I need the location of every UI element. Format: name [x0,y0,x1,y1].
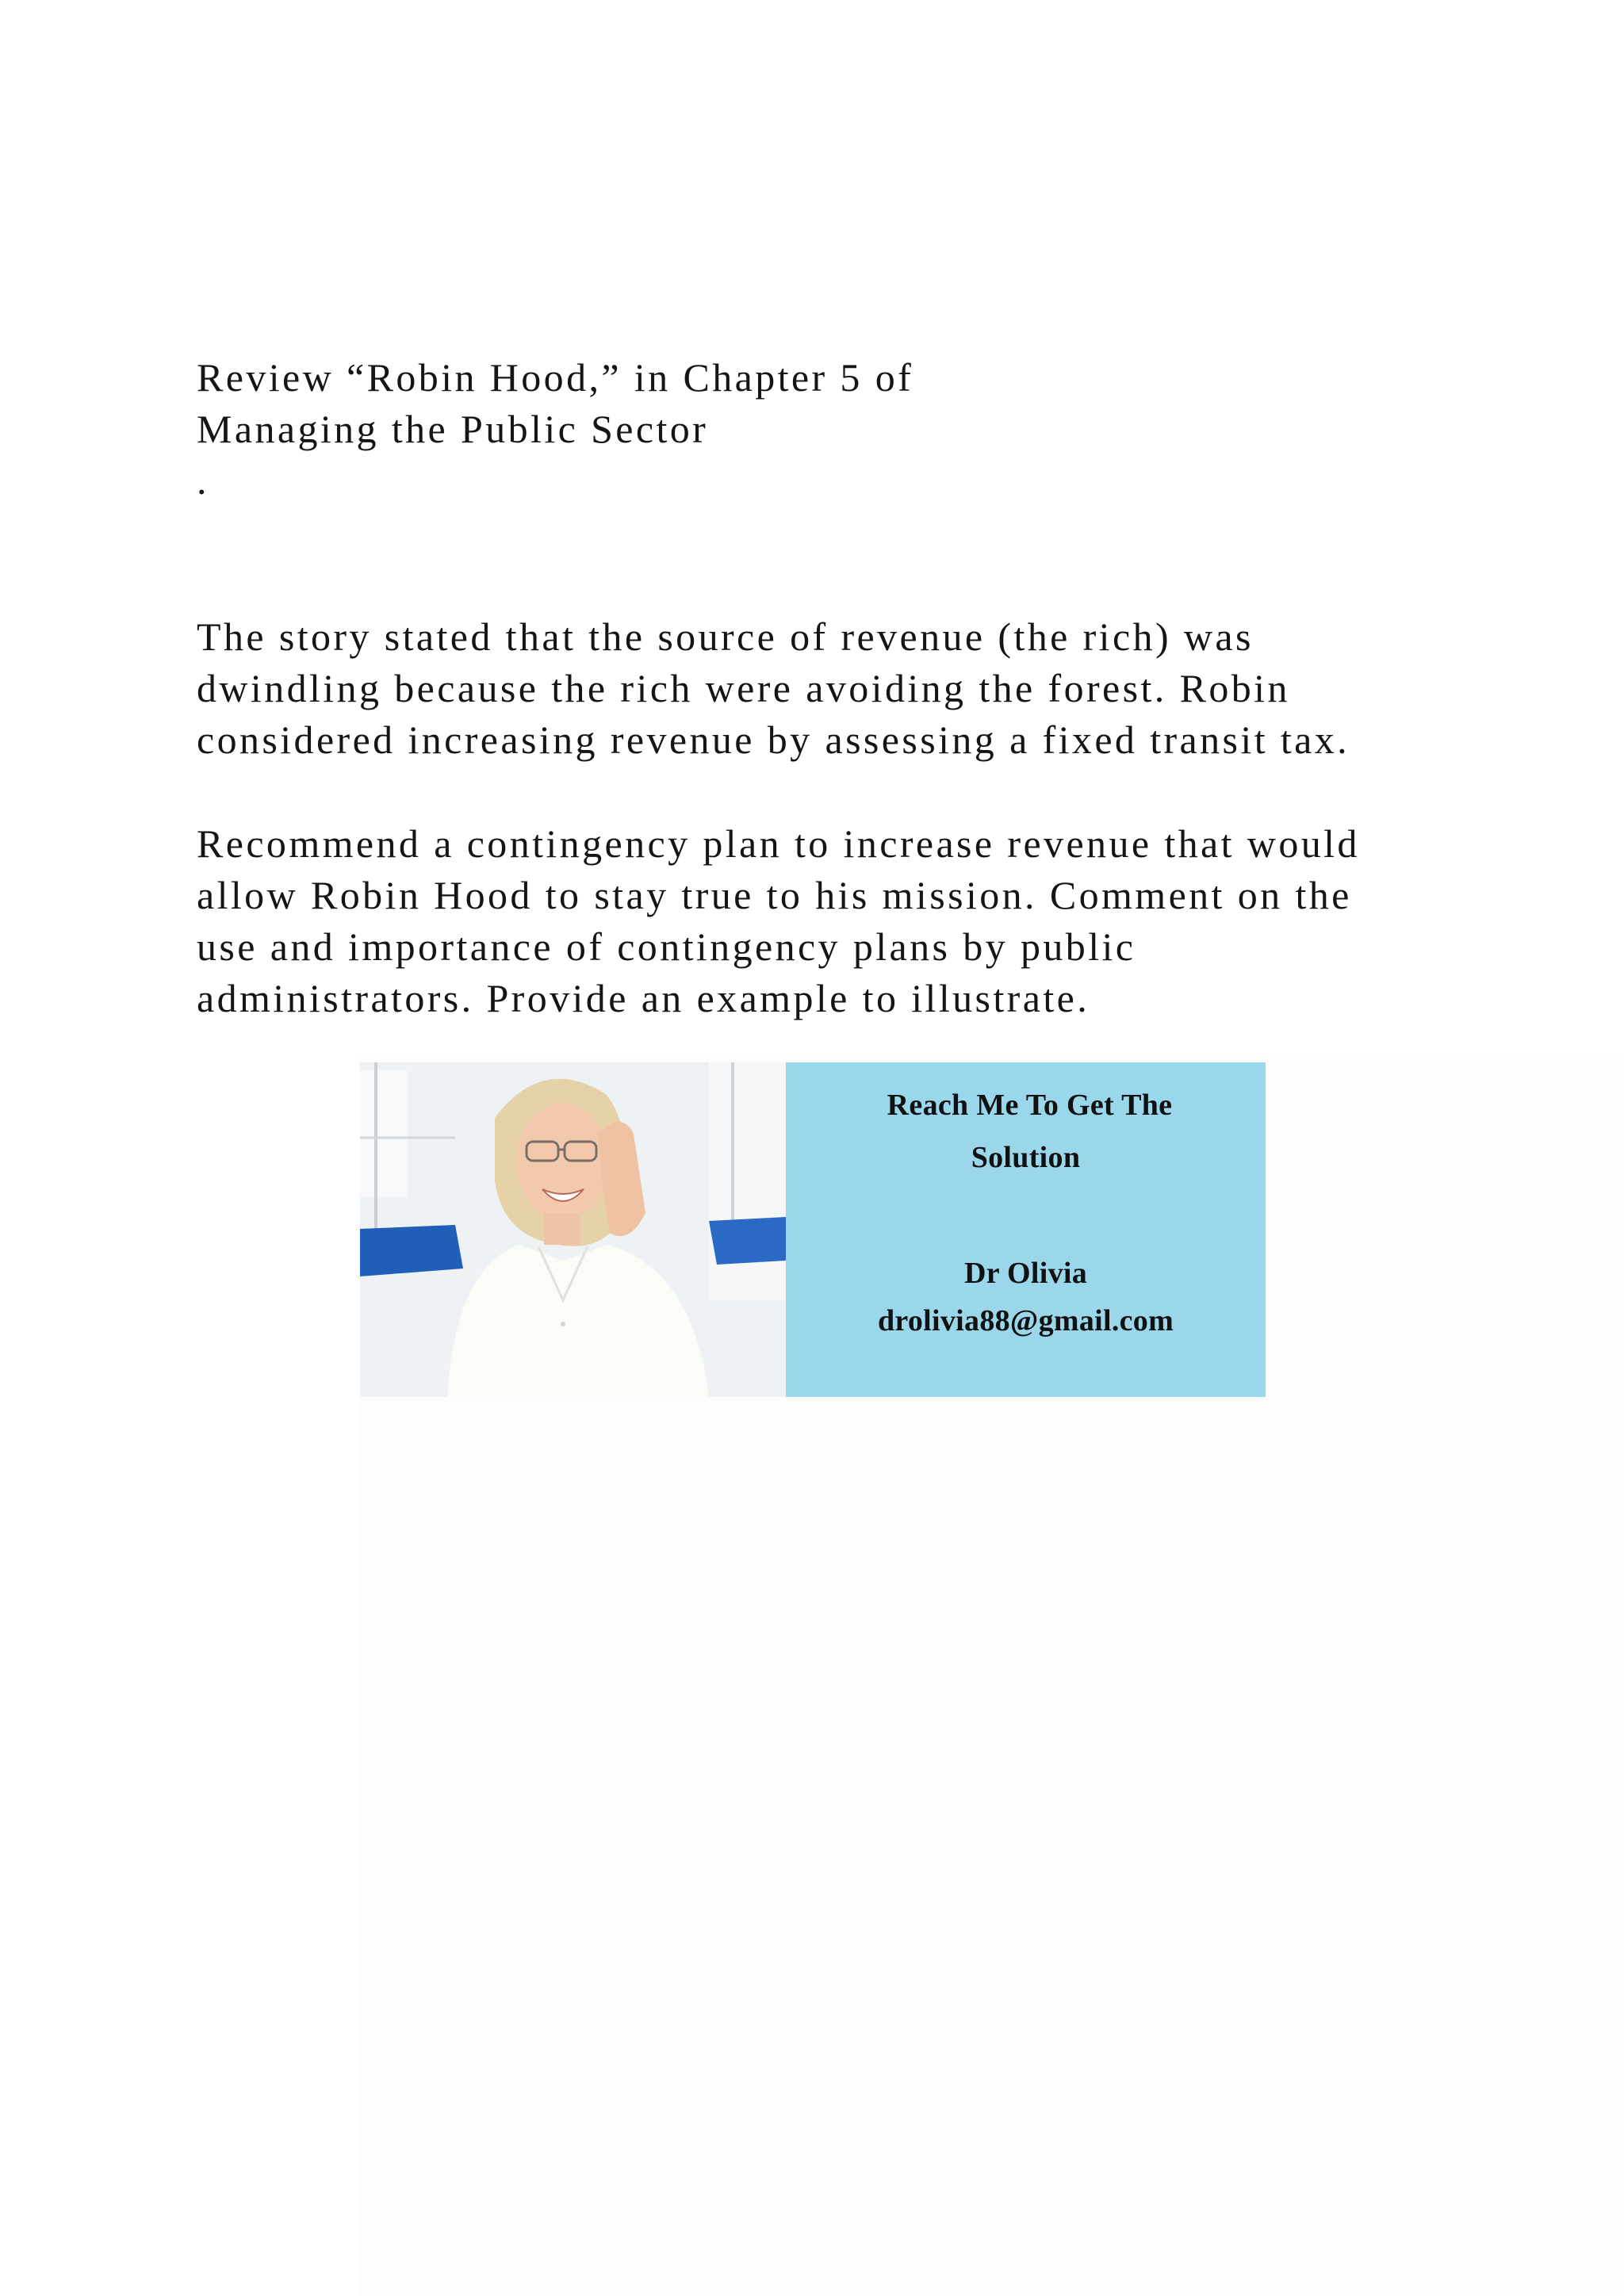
assignment-heading [197,352,1434,507]
paragraph-line: considered increasing revenue by assessing a fixed transit tax. [197,718,1350,762]
heading-line: Review “Robin Hood,” in Chapter 5 of [197,355,914,400]
story-paragraph [197,611,1434,766]
contact-name: Dr Olivia [963,1257,1088,1290]
promo-headline: Reach Me To Get The [887,1089,1173,1122]
task-paragraph [197,818,1434,1024]
paragraph-line: allow Robin Hood to stay true to his mission. Comment on the [197,873,1352,917]
heading-line: Managing the Public Sector [197,407,709,451]
paragraph-line: use and importance of contingency plans by public [197,924,1136,969]
contact-info-panel [786,1062,1266,1397]
paragraph-line: The story stated that the source of revenue (the rich) was [197,614,1254,659]
promo-banner [360,1062,1266,1397]
heading-line: . [197,458,209,503]
paragraph-line: dwindling because the rich were avoiding the forest. Robin [197,666,1290,710]
smiling-woman-photo-icon [360,1062,786,1397]
contact-email: drolivia88@gmail.com [877,1304,1174,1337]
paragraph-line: Recommend a contingency plan to increase revenue that would [197,821,1360,866]
paragraph-line: administrators. Provide an example to illustrate. [197,976,1090,1020]
promo-headline-continued: Solution [971,1141,1081,1174]
